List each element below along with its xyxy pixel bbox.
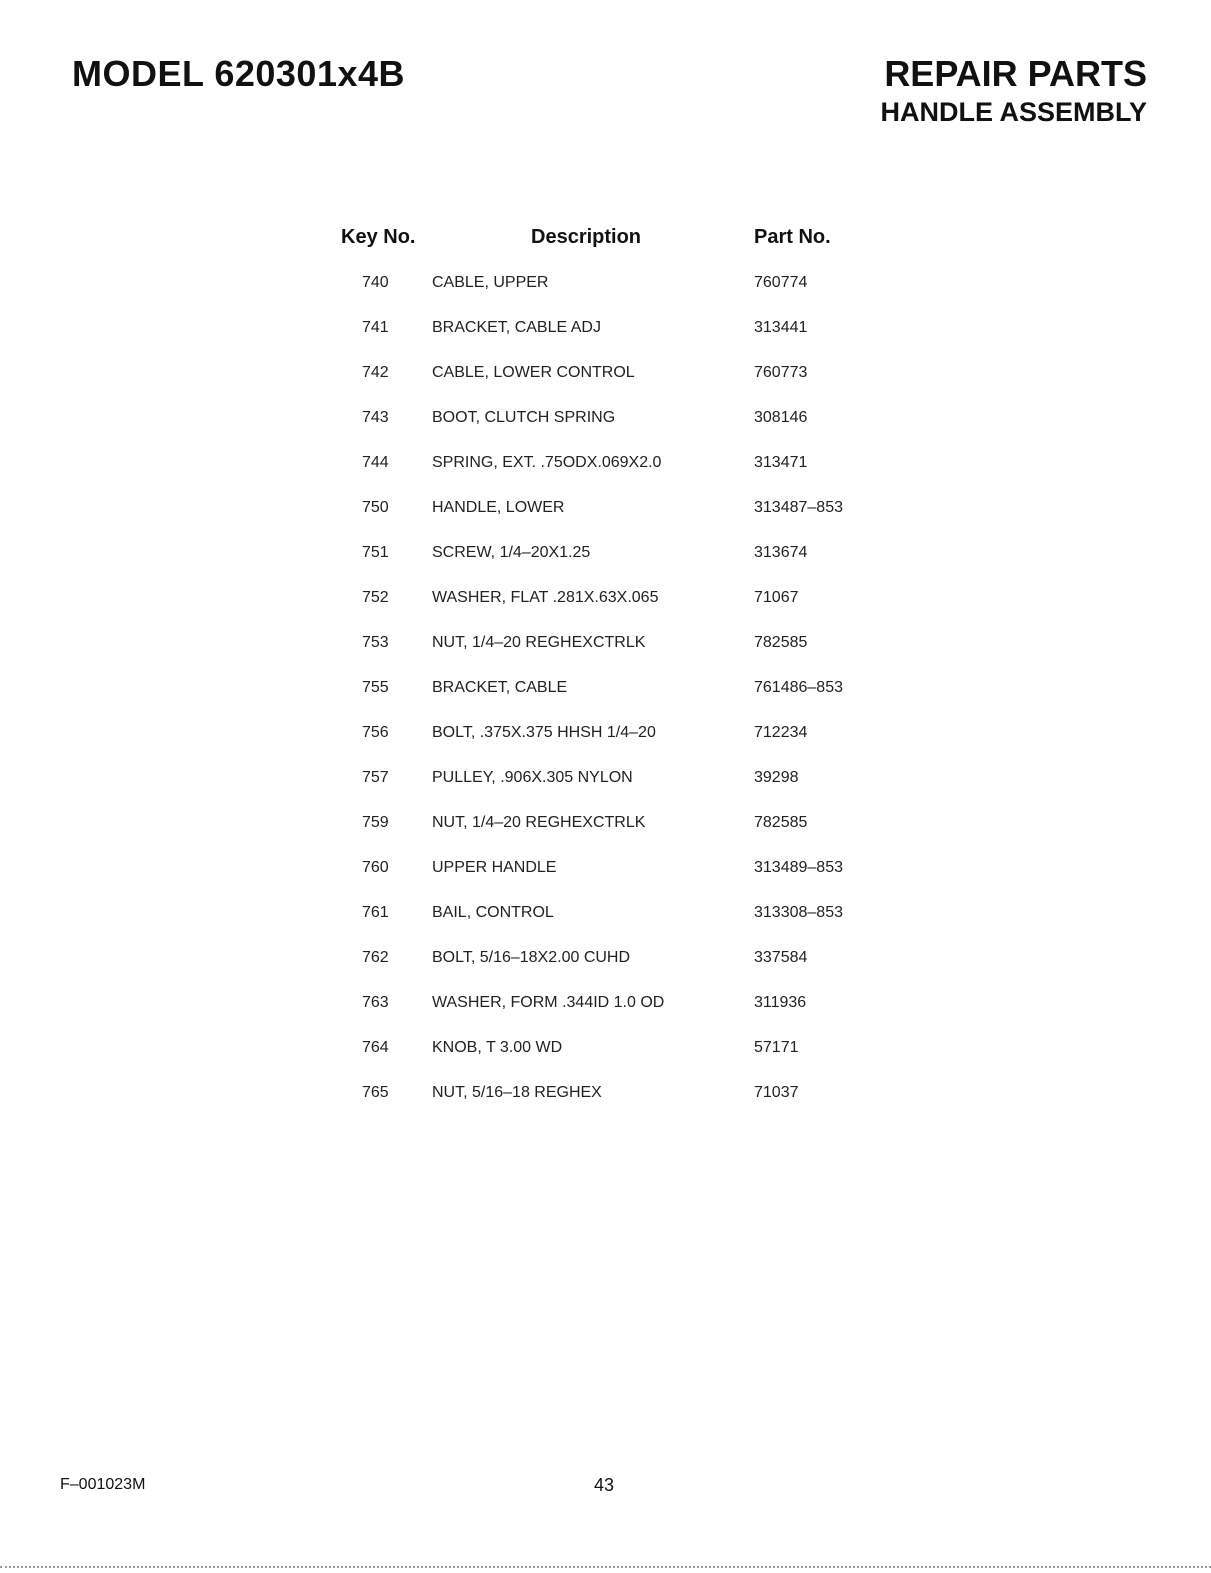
key-number: 762 <box>362 949 389 966</box>
part-number: 313674 <box>754 544 808 561</box>
part-number: 311936 <box>754 994 807 1011</box>
part-row <box>0 675 1211 720</box>
part-description: CABLE, LOWER CONTROL <box>432 364 635 381</box>
parts-list <box>0 270 1211 1125</box>
part-number: 782585 <box>754 814 808 831</box>
part-row <box>0 1035 1211 1080</box>
part-row <box>0 360 1211 405</box>
key-number: 753 <box>362 634 389 651</box>
model-title: MODEL 620301x4B <box>72 53 406 94</box>
key-number: 757 <box>362 769 389 786</box>
page-number: 43 <box>594 1475 615 1495</box>
key-number: 756 <box>362 724 389 741</box>
part-description: BOLT, .375X.375 HHSH 1/4–20 <box>432 724 656 741</box>
part-row <box>0 720 1211 765</box>
part-row <box>0 315 1211 360</box>
part-row <box>0 630 1211 675</box>
part-description: BOOT, CLUTCH SPRING <box>432 409 616 426</box>
part-number: 313308–853 <box>754 904 843 921</box>
key-number: 751 <box>362 544 389 561</box>
part-description: NUT, 1/4–20 REGHEXCTRLK <box>432 814 646 831</box>
key-number: 742 <box>362 364 389 381</box>
key-number: 741 <box>362 319 389 336</box>
part-number: 712234 <box>754 724 808 741</box>
part-number: 313489–853 <box>754 859 843 876</box>
key-number: 740 <box>362 274 389 291</box>
part-number: 760773 <box>754 364 808 381</box>
repair-parts-title: REPAIR PARTS <box>884 53 1147 94</box>
part-row <box>0 855 1211 900</box>
key-number: 763 <box>362 994 389 1011</box>
part-description: BOLT, 5/16–18X2.00 CUHD <box>432 949 631 966</box>
part-row <box>0 495 1211 540</box>
part-row <box>0 405 1211 450</box>
part-row <box>0 540 1211 585</box>
part-number: 71037 <box>754 1084 799 1101</box>
part-number: 39298 <box>754 769 799 786</box>
section-title: HANDLE ASSEMBLY <box>880 97 1147 127</box>
part-number: 782585 <box>754 634 808 651</box>
part-row <box>0 810 1211 855</box>
part-description: CABLE, UPPER <box>432 274 549 291</box>
part-description: PULLEY, .906X.305 NYLON <box>432 769 633 786</box>
part-description: HANDLE, LOWER <box>432 499 565 516</box>
column-header-key-no: Key No. <box>341 226 416 248</box>
part-description: WASHER, FORM .344ID 1.0 OD <box>432 994 665 1011</box>
part-description: NUT, 5/16–18 REGHEX <box>432 1084 602 1101</box>
part-description: WASHER, FLAT .281X.63X.065 <box>432 589 659 606</box>
part-row <box>0 585 1211 630</box>
part-row <box>0 270 1211 315</box>
part-number: 71067 <box>754 589 799 606</box>
part-description: UPPER HANDLE <box>432 859 557 876</box>
part-row <box>0 450 1211 495</box>
part-number: 313441 <box>754 319 808 336</box>
part-row <box>0 765 1211 810</box>
key-number: 760 <box>362 859 389 876</box>
page-header-right <box>880 52 1147 128</box>
part-number: 313471 <box>754 454 808 471</box>
part-description: SCREW, 1/4–20X1.25 <box>432 544 591 561</box>
part-description: NUT, 1/4–20 REGHEXCTRLK <box>432 634 646 651</box>
part-row <box>0 945 1211 990</box>
key-number: 764 <box>362 1039 389 1056</box>
part-number: 760774 <box>754 274 808 291</box>
key-number: 743 <box>362 409 389 426</box>
key-number: 759 <box>362 814 389 831</box>
column-header-part-no: Part No. <box>754 226 831 248</box>
key-number: 750 <box>362 499 389 516</box>
part-number: 308146 <box>754 409 808 426</box>
part-row <box>0 1080 1211 1125</box>
key-number: 752 <box>362 589 389 606</box>
part-row <box>0 900 1211 945</box>
key-number: 744 <box>362 454 389 471</box>
key-number: 761 <box>362 904 389 921</box>
key-number: 755 <box>362 679 389 696</box>
document-code: F–001023M <box>60 1476 146 1493</box>
part-row <box>0 990 1211 1035</box>
column-header-description: Description <box>531 226 642 248</box>
part-description: KNOB, T 3.00 WD <box>432 1039 563 1056</box>
part-description: BAIL, CONTROL <box>432 904 554 921</box>
part-number: 313487–853 <box>754 499 843 516</box>
bottom-divider <box>0 1566 1211 1568</box>
key-number: 765 <box>362 1084 389 1101</box>
part-description: BRACKET, CABLE ADJ <box>432 319 601 336</box>
part-description: SPRING, EXT. .75ODX.069X2.0 <box>432 454 662 471</box>
part-number: 337584 <box>754 949 808 966</box>
part-number: 57171 <box>754 1039 799 1056</box>
part-description: BRACKET, CABLE <box>432 679 568 696</box>
part-number: 761486–853 <box>754 679 843 696</box>
